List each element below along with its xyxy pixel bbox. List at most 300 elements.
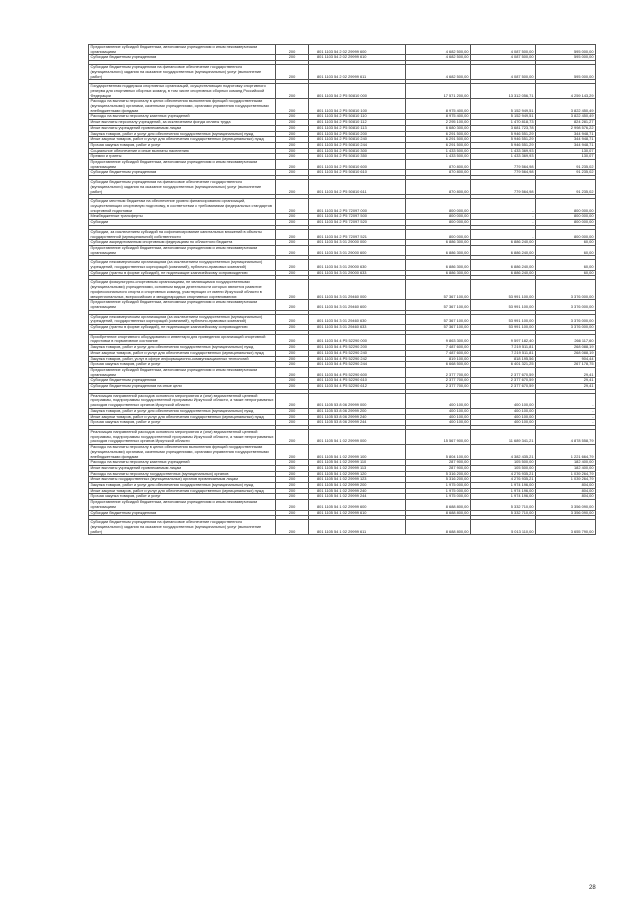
table-row <box>89 65 596 80</box>
description-cell: Предоставление субсидий бюджетным, автономным учреждениям и иным некоммерческим организациям <box>89 300 276 310</box>
table-row <box>89 148 596 154</box>
unexecuted-amount-cell: 344 948,71 <box>536 137 596 143</box>
executed-amount-cell: 7 219 511,81 <box>471 350 536 356</box>
report-page <box>88 44 595 535</box>
executed-amount-cell: 1 974 196,00 <box>471 488 536 494</box>
unexecuted-amount-cell: 3 376 000,00 <box>536 300 596 310</box>
unexecuted-amount-cell: 91 235,02 <box>536 160 596 170</box>
executed-amount-cell: 13 312 056,71 <box>471 84 536 99</box>
line-code-cell: 200 <box>276 245 309 255</box>
unexecuted-amount-cell: 268 088,19 <box>536 345 596 351</box>
executed-amount-cell: - <box>471 220 536 226</box>
description-cell: Прочая закупка товаров, работ и услуг <box>89 362 276 368</box>
line-code-cell: 200 <box>276 180 309 195</box>
classification-code-cell: 801 1105 54 1 02 29999 120 <box>309 471 406 477</box>
table-row <box>89 393 596 408</box>
approved-amount-cell: 17 571 200,00 <box>406 84 471 99</box>
line-code-cell: 200 <box>276 160 309 170</box>
line-code-cell: 200 <box>276 280 309 300</box>
approved-amount-cell: 800 000,00 <box>406 214 471 220</box>
approved-amount-cell: 57 367 100,00 <box>406 280 471 300</box>
classification-code-cell: 801 1103 54 2 P5 50810 200 <box>309 131 406 137</box>
classification-code-cell: 801 1105 54 1 02 29999 123 <box>309 477 406 483</box>
line-code-cell: 200 <box>276 84 309 99</box>
approved-amount-cell: 8 688 800,00 <box>406 520 471 535</box>
line-code-cell: 200 <box>276 142 309 148</box>
description-cell: Иные выплаты персоналу учреждений, за исключением фонда оплаты труда <box>89 120 276 126</box>
description-cell: Межбюджетные трансферты <box>89 214 276 220</box>
approved-amount-cell: 7 487 600,00 <box>406 350 471 356</box>
executed-amount-cell: 105 500,00 <box>471 460 536 466</box>
approved-amount-cell: 4 682 500,00 <box>406 55 471 61</box>
table-row <box>89 114 596 120</box>
classification-code-cell: 801 1103 54 4 P5 52290 200 <box>309 345 406 351</box>
approved-amount-cell: 8 688 800,00 <box>406 510 471 516</box>
approved-amount-cell: 7 487 600,00 <box>406 345 471 351</box>
executed-amount-cell: 5 332 710,00 <box>471 510 536 516</box>
line-code-cell: 200 <box>276 393 309 408</box>
approved-amount-cell: 6 680 300,00 <box>406 125 471 131</box>
unexecuted-amount-cell: 130,07 <box>536 148 596 154</box>
line-code-cell: 200 <box>276 214 309 220</box>
line-code-cell: 200 <box>276 55 309 61</box>
executed-amount-cell: 1 974 196,00 <box>471 494 536 500</box>
line-code-cell: 200 <box>276 45 309 55</box>
unexecuted-amount-cell: 595 000,00 <box>536 65 596 80</box>
line-code-cell: 200 <box>276 362 309 368</box>
classification-code-cell: 801 1103 54 3 01 29000 000 <box>309 240 406 246</box>
line-code-cell: 200 <box>276 445 309 460</box>
description-cell: Субсидии некоммерческим организациям (за исключением государственных (муниципальных) учреждений, государственных корпораций (компаний), публично-правовых компаний) <box>89 314 276 324</box>
approved-amount-cell: 1 975 000,00 <box>406 488 471 494</box>
classification-code-cell: 801 1105 53 8 06 29999 200 <box>309 408 406 414</box>
classification-code-cell: 801 1103 54 3 01 29000 600 <box>309 245 406 255</box>
classification-code-cell: 801 1105 54 1 02 29999 610 <box>309 510 406 516</box>
executed-amount-cell: 779 564,98 <box>471 180 536 195</box>
description-cell: Прочая закупка товаров, работ и услуг <box>89 494 276 500</box>
description-cell: Субсидии местным бюджетам на обеспечение уровня финансирования организаций, осуществляющих спортивную подготовку, в соответствии с требованиями федеральных стандартов спортивной подготовки <box>89 199 276 214</box>
table-row <box>89 199 596 214</box>
classification-code-cell: 801 1103 54 2 P5 50810 350 <box>309 154 406 160</box>
approved-amount-cell: 15 567 900,00 <box>406 430 471 445</box>
classification-code-cell: 801 1105 53 8 06 29999 240 <box>309 414 406 420</box>
executed-amount-cell: 105 500,00 <box>471 465 536 471</box>
classification-code-cell: 801 1103 54 3 01 29460 000 <box>309 280 406 300</box>
classification-code-cell: 801 1103 54 3 01 29460 633 <box>309 325 406 331</box>
description-cell: Иные закупки товаров, работ и услуг для обеспечения государственных (муниципальных) нужд <box>89 414 276 420</box>
description-cell: Приобретение спортивного оборудования и инвентаря для приведения организаций спортивной подготовки в нормативное состояние <box>89 334 276 344</box>
approved-amount-cell: 8 975 400,00 <box>406 99 471 114</box>
table-row <box>89 45 596 55</box>
description-cell: Предоставление субсидий бюджетным, автономным учреждениям и иным некоммерческим организациям <box>89 367 276 377</box>
table-row <box>89 99 596 114</box>
classification-code-cell: 801 1103 54 4 P5 52290 612 <box>309 384 406 390</box>
table-row <box>89 460 596 466</box>
table-row <box>89 488 596 494</box>
table-row <box>89 384 596 390</box>
classification-code-cell: 801 1103 54 2 P5 50810 000 <box>309 84 406 99</box>
classification-code-cell: 801 1103 54 3 01 29000 630 <box>309 260 406 270</box>
approved-amount-cell: 4 682 500,00 <box>406 45 471 55</box>
unexecuted-amount-cell: 1 039 264,79 <box>536 477 596 483</box>
unexecuted-amount-cell: - <box>536 408 596 414</box>
unexecuted-amount-cell: 824 281,27 <box>536 120 596 126</box>
unexecuted-amount-cell: 60,00 <box>536 270 596 276</box>
description-cell: Субсидии бюджетным учреждениям на финансовое обеспечение государственного (муниципального) задания на оказание государственных (муниципальных) услуг (выполнение работ) <box>89 65 276 80</box>
unexecuted-amount-cell: 182 400,00 <box>536 465 596 471</box>
line-code-cell: 200 <box>276 114 309 120</box>
executed-amount-cell: 5 946 551,29 <box>471 142 536 148</box>
executed-amount-cell: 4 087 500,00 <box>471 65 536 80</box>
unexecuted-amount-cell: 60,00 <box>536 260 596 270</box>
approved-amount-cell: 6 886 300,00 <box>406 240 471 246</box>
approved-amount-cell: 870 800,00 <box>406 170 471 176</box>
unexecuted-amount-cell: 29,41 <box>536 384 596 390</box>
line-code-cell: 200 <box>276 477 309 483</box>
classification-code-cell: 801 1103 54 2 P5 50810 240 <box>309 137 406 143</box>
table-row <box>89 520 596 535</box>
executed-amount-cell: 53 991 100,00 <box>471 280 536 300</box>
description-cell: Расходы на выплаты персоналу в целях обеспечения выполнения функций государственными (муниципальными) органами, казенными учреждениями, органами управления государственными внебюджетными фондами <box>89 99 276 114</box>
line-code-cell: 200 <box>276 334 309 344</box>
classification-code-cell: 801 1105 54 1 02 29999 600 <box>309 500 406 510</box>
line-code-cell: 200 <box>276 300 309 310</box>
executed-amount-cell: 4 382 435,21 <box>471 445 536 460</box>
unexecuted-amount-cell: 4 259 143,29 <box>536 84 596 99</box>
unexecuted-amount-cell: 182 400,00 <box>536 460 596 466</box>
approved-amount-cell: 400 100,00 <box>406 393 471 408</box>
line-code-cell: 200 <box>276 414 309 420</box>
table-row <box>89 345 596 351</box>
line-code-cell: 200 <box>276 420 309 426</box>
line-code-cell: 200 <box>276 270 309 276</box>
table-row <box>89 334 596 344</box>
unexecuted-amount-cell: 266 117,60 <box>536 334 596 344</box>
classification-code-cell: 801 1103 54 2 02 29999 610 <box>309 55 406 61</box>
executed-amount-cell: 2 377 670,59 <box>471 367 536 377</box>
line-code-cell: 200 <box>276 350 309 356</box>
description-cell: Реализация направлений расходов основного мероприятия и (или) ведомственной целевой программы, подпрограммы государственной программы Иркутской области, а также непрограммных расходов государственных органов Иркутской области <box>89 393 276 408</box>
table-row <box>89 465 596 471</box>
executed-amount-cell: 4 276 935,21 <box>471 477 536 483</box>
description-cell: Субсидии аккредитованным спортивным федерациям по областного бюджета <box>89 240 276 246</box>
classification-code-cell: 801 1103 54 2 P5 50810 611 <box>309 180 406 195</box>
description-cell: Субсидии бюджетным учреждениям <box>89 55 276 61</box>
description-cell: Расходы на выплаты персоналу казенных учреждений <box>89 114 276 120</box>
approved-amount-cell: 6 668 500,00 <box>406 362 471 368</box>
classification-code-cell: 801 1105 54 1 02 29999 244 <box>309 494 406 500</box>
executed-amount-cell: 53 991 100,00 <box>471 300 536 310</box>
classification-code-cell: 801 1103 54 2 P5 50810 113 <box>309 125 406 131</box>
table-row <box>89 356 596 362</box>
table-row <box>89 471 596 477</box>
executed-amount-cell: - <box>471 199 536 214</box>
approved-amount-cell: 57 367 100,00 <box>406 325 471 331</box>
line-code-cell: 200 <box>276 125 309 131</box>
classification-code-cell: 801 1103 54 2 P5 72097 521 <box>309 229 406 239</box>
approved-amount-cell: 5 804 100,00 <box>406 445 471 460</box>
classification-code-cell: 801 1103 54 2 P5 50810 112 <box>309 120 406 126</box>
executed-amount-cell: 1 433 369,93 <box>471 154 536 160</box>
classification-code-cell: 801 1103 54 2 P5 50810 600 <box>309 160 406 170</box>
table-row <box>89 300 596 310</box>
line-code-cell: 200 <box>276 494 309 500</box>
classification-code-cell: 801 1103 54 4 P5 52290 610 <box>309 378 406 384</box>
unexecuted-amount-cell: 267 178,75 <box>536 362 596 368</box>
approved-amount-cell: 5 316 200,00 <box>406 471 471 477</box>
unexecuted-amount-cell: 3 356 090,00 <box>536 500 596 510</box>
line-code-cell: 200 <box>276 367 309 377</box>
description-cell: Закупка товаров, работ, услуг в сфере информационно-коммуникационных технологий <box>89 356 276 362</box>
executed-amount-cell: 3 681 723,78 <box>471 125 536 131</box>
approved-amount-cell: 870 800,00 <box>406 180 471 195</box>
executed-amount-cell: 1 433 369,93 <box>471 148 536 154</box>
unexecuted-amount-cell: 1 039 264,79 <box>536 471 596 477</box>
description-cell: Иные выплаты государственных (муниципальных) органов привлекаемым лицам <box>89 477 276 483</box>
executed-amount-cell: - <box>471 229 536 239</box>
unexecuted-amount-cell: 344 948,71 <box>536 142 596 148</box>
line-code-cell: 200 <box>276 430 309 445</box>
approved-amount-cell: 6 886 300,00 <box>406 270 471 276</box>
approved-amount-cell: 4 682 500,00 <box>406 65 471 80</box>
unexecuted-amount-cell: 595 000,00 <box>536 55 596 61</box>
executed-amount-cell: 400 100,00 <box>471 393 536 408</box>
description-cell: Иные закупки товаров, работ и услуг для обеспечения государственных (муниципальных) нужд <box>89 488 276 494</box>
executed-amount-cell: 400 100,00 <box>471 408 536 414</box>
approved-amount-cell: 400 100,00 <box>406 414 471 420</box>
line-code-cell: 200 <box>276 408 309 414</box>
table-row <box>89 131 596 137</box>
classification-code-cell: 801 1103 54 3 01 29460 630 <box>309 314 406 324</box>
description-cell: Закупка товаров, работ и услуг для обеспечения государственных (муниципальных) нужд <box>89 483 276 489</box>
table-row <box>89 270 596 276</box>
unexecuted-amount-cell: 3 356 090,00 <box>536 510 596 516</box>
line-code-cell: 200 <box>276 99 309 114</box>
line-code-cell: 200 <box>276 483 309 489</box>
line-code-cell: 200 <box>276 356 309 362</box>
executed-amount-cell: 11 689 341,21 <box>471 430 536 445</box>
description-cell: Субсидии некоммерческим организациям (за исключением государственных (муниципальных) учреждений, государственных корпораций (компаний), публично-правовых компаний) <box>89 260 276 270</box>
line-code-cell: 200 <box>276 148 309 154</box>
classification-code-cell: 801 1105 54 1 02 29999 611 <box>309 520 406 535</box>
table-row <box>89 125 596 131</box>
line-code-cell: 200 <box>276 131 309 137</box>
executed-amount-cell: 53 991 100,00 <box>471 314 536 324</box>
executed-amount-cell: 1 974 196,00 <box>471 483 536 489</box>
approved-amount-cell: 9 863 300,00 <box>406 334 471 344</box>
table-row <box>89 483 596 489</box>
unexecuted-amount-cell: 268 088,19 <box>536 350 596 356</box>
table-row <box>89 180 596 195</box>
description-cell: Иные закупки товаров, работ и услуг для обеспечения государственных (муниципальных) нужд <box>89 137 276 143</box>
description-cell: Субсидии бюджетным учреждениям <box>89 170 276 176</box>
unexecuted-amount-cell: 91 235,02 <box>536 170 596 176</box>
line-code-cell: 200 <box>276 137 309 143</box>
table-row <box>89 430 596 445</box>
unexecuted-amount-cell: 3 376 000,00 <box>536 325 596 331</box>
line-code-cell: 200 <box>276 199 309 214</box>
approved-amount-cell: 2 377 700,00 <box>406 384 471 390</box>
line-code-cell: 200 <box>276 488 309 494</box>
classification-code-cell: 801 1105 54 1 02 29999 100 <box>309 445 406 460</box>
unexecuted-amount-cell: 3 655 790,00 <box>536 520 596 535</box>
description-cell: Субсидии бюджетным учреждениям на иные цели <box>89 384 276 390</box>
classification-code-cell: 801 1103 54 4 P5 52290 244 <box>309 362 406 368</box>
executed-amount-cell: 7 219 511,81 <box>471 345 536 351</box>
line-code-cell: 200 <box>276 325 309 331</box>
table-row <box>89 229 596 239</box>
description-cell: Иные закупки товаров, работ и услуг для обеспечения государственных (муниципальных) нужд <box>89 350 276 356</box>
classification-code-cell: 801 1103 54 2 P5 50810 110 <box>309 114 406 120</box>
description-cell: Субсидии физкультурно-спортивным организациям, не являющимся государственными (муниципальными) учреждениями, основным видом деятельности которых является развитие профессионального спорта и спортивных команд, участвующих от имени Иркутской области в межрегиональных, всероссийских и международных спортивных соревнованиях <box>89 280 276 300</box>
unexecuted-amount-cell: - <box>536 420 596 426</box>
approved-amount-cell: 400 100,00 <box>406 420 471 426</box>
executed-amount-cell: 4 087 500,00 <box>471 45 536 55</box>
unexecuted-amount-cell: 29,41 <box>536 378 596 384</box>
line-code-cell: 200 <box>276 120 309 126</box>
description-cell: Иные выплаты учреждений привлекаемым лицам <box>89 125 276 131</box>
line-code-cell: 200 <box>276 384 309 390</box>
description-cell: Предоставление субсидий бюджетным, автономным учреждениям и иным некоммерческим организациям <box>89 45 276 55</box>
description-cell: Прочая закупка товаров, работ и услуг <box>89 142 276 148</box>
description-cell: Предоставление субсидий бюджетным, автономным учреждениям и иным некоммерческим организациям <box>89 160 276 170</box>
table-row <box>89 367 596 377</box>
approved-amount-cell: 6 886 300,00 <box>406 245 471 255</box>
description-cell: Прочая закупка товаров, работ и услуг <box>89 420 276 426</box>
executed-amount-cell: 5 332 710,00 <box>471 500 536 510</box>
executed-amount-cell: 9 597 182,40 <box>471 334 536 344</box>
classification-code-cell: 801 1105 53 8 06 29999 244 <box>309 420 406 426</box>
approved-amount-cell: 400 100,00 <box>406 408 471 414</box>
line-code-cell: 200 <box>276 378 309 384</box>
executed-amount-cell: 6 886 240,00 <box>471 270 536 276</box>
unexecuted-amount-cell: - <box>536 393 596 408</box>
page-number: 28 <box>589 885 596 891</box>
description-cell: Субсидии бюджетным учреждениям <box>89 378 276 384</box>
budget-execution-table <box>88 44 596 535</box>
executed-amount-cell: 5 946 551,29 <box>471 137 536 143</box>
approved-amount-cell: 800 000,00 <box>406 220 471 226</box>
executed-amount-cell: 5 152 949,51 <box>471 99 536 114</box>
unexecuted-amount-cell: 800 000,00 <box>536 199 596 214</box>
approved-amount-cell: 8 688 800,00 <box>406 500 471 510</box>
table-row <box>89 477 596 483</box>
classification-code-cell: 801 1103 54 4 P5 52290 242 <box>309 356 406 362</box>
executed-amount-cell: - <box>471 214 536 220</box>
description-cell: Реализация направлений расходов основного мероприятия и (или) ведомственной целевой программы, подпрограммы государственной программы Иркутской области, а также непрограммных расходов государственных органов Иркутской области <box>89 430 276 445</box>
unexecuted-amount-cell: 4 878 558,79 <box>536 430 596 445</box>
executed-amount-cell: 6 401 321,25 <box>471 362 536 368</box>
table-row <box>89 325 596 331</box>
line-code-cell: 200 <box>276 460 309 466</box>
line-code-cell: 200 <box>276 220 309 226</box>
description-cell: Закупка товаров, работ и услуг для обеспечения государственных (муниципальных) нужд <box>89 408 276 414</box>
classification-code-cell: 801 1103 54 3 01 29460 600 <box>309 300 406 310</box>
approved-amount-cell: 1 433 500,00 <box>406 148 471 154</box>
executed-amount-cell: 818 195,56 <box>471 356 536 362</box>
approved-amount-cell: 8 975 400,00 <box>406 114 471 120</box>
unexecuted-amount-cell: 60,00 <box>536 240 596 246</box>
line-code-cell: 200 <box>276 314 309 324</box>
approved-amount-cell: 1 975 000,00 <box>406 494 471 500</box>
description-cell: Премии и гранты <box>89 154 276 160</box>
classification-code-cell: 801 1103 54 2 P5 72097 000 <box>309 199 406 214</box>
classification-code-cell: 801 1103 54 2 P5 50810 610 <box>309 170 406 176</box>
table-row <box>89 160 596 170</box>
description-cell: Расходы на выплаты персоналу казенных учреждений <box>89 460 276 466</box>
approved-amount-cell: 57 367 100,00 <box>406 314 471 324</box>
executed-amount-cell: 779 564,98 <box>471 160 536 170</box>
line-code-cell: 200 <box>276 471 309 477</box>
description-cell: Предоставление субсидий бюджетным, автономным учреждениям и иным некоммерческим организациям <box>89 245 276 255</box>
unexecuted-amount-cell: 804,00 <box>536 494 596 500</box>
description-cell: Субсидии <box>89 220 276 226</box>
classification-code-cell: 801 1103 54 2 02 29999 600 <box>309 45 406 55</box>
table-row <box>89 408 596 414</box>
executed-amount-cell: 779 564,98 <box>471 170 536 176</box>
table-row <box>89 260 596 270</box>
line-code-cell: 200 <box>276 154 309 160</box>
table-row <box>89 314 596 324</box>
description-cell: Закупка товаров, работ и услуг для обеспечения государственных (муниципальных) нужд <box>89 131 276 137</box>
approved-amount-cell: 6 291 500,00 <box>406 137 471 143</box>
classification-code-cell: 801 1103 54 2 P5 50810 100 <box>309 99 406 114</box>
executed-amount-cell: 5 152 949,51 <box>471 114 536 120</box>
unexecuted-amount-cell: - <box>536 414 596 420</box>
table-row <box>89 84 596 99</box>
unexecuted-amount-cell: 3 376 000,00 <box>536 314 596 324</box>
line-code-cell: 200 <box>276 465 309 471</box>
approved-amount-cell: 5 316 200,00 <box>406 477 471 483</box>
unexecuted-amount-cell: 904,44 <box>536 356 596 362</box>
executed-amount-cell: 2 377 670,59 <box>471 384 536 390</box>
approved-amount-cell: 1 433 500,00 <box>406 154 471 160</box>
classification-code-cell: 801 1103 54 3 01 29000 633 <box>309 270 406 276</box>
approved-amount-cell: 287 900,00 <box>406 465 471 471</box>
classification-code-cell: 801 1105 54 1 02 29999 200 <box>309 483 406 489</box>
table-row <box>89 445 596 460</box>
classification-code-cell: 801 1103 54 2 P5 50810 300 <box>309 148 406 154</box>
unexecuted-amount-cell: 800 000,00 <box>536 220 596 226</box>
line-code-cell: 200 <box>276 345 309 351</box>
description-cell: Субсидии (гранты в форме субсидий), не подлежащие казначейскому сопровождению <box>89 325 276 331</box>
table-row <box>89 240 596 246</box>
classification-code-cell: 801 1105 54 1 02 29999 000 <box>309 430 406 445</box>
executed-amount-cell: 53 991 100,00 <box>471 325 536 331</box>
approved-amount-cell: 6 886 300,00 <box>406 260 471 270</box>
executed-amount-cell: 1 470 818,73 <box>471 120 536 126</box>
executed-amount-cell: 4 276 935,21 <box>471 471 536 477</box>
unexecuted-amount-cell: 2 998 576,22 <box>536 125 596 131</box>
unexecuted-amount-cell: 3 376 000,00 <box>536 280 596 300</box>
approved-amount-cell: 6 291 500,00 <box>406 131 471 137</box>
classification-code-cell: 801 1103 54 2 P5 72097 500 <box>309 214 406 220</box>
table-row <box>89 414 596 420</box>
table-row <box>89 245 596 255</box>
executed-amount-cell: 400 100,00 <box>471 420 536 426</box>
description-cell: Государственная поддержка спортивных организаций, осуществляющих подготовку спортивного резерва для спортивных сборных команд, в том числе спортивных сборных команд Российской Федерации <box>89 84 276 99</box>
classification-code-cell: 801 1103 54 4 P5 52290 600 <box>309 367 406 377</box>
line-code-cell: 200 <box>276 520 309 535</box>
unexecuted-amount-cell: 3 822 450,49 <box>536 99 596 114</box>
classification-code-cell: 801 1105 54 1 02 29999 113 <box>309 465 406 471</box>
line-code-cell: 200 <box>276 170 309 176</box>
approved-amount-cell: 800 000,00 <box>406 199 471 214</box>
unexecuted-amount-cell: 800 000,00 <box>536 214 596 220</box>
approved-amount-cell: 6 291 500,00 <box>406 142 471 148</box>
executed-amount-cell: 6 886 240,00 <box>471 240 536 246</box>
unexecuted-amount-cell: 804,00 <box>536 488 596 494</box>
